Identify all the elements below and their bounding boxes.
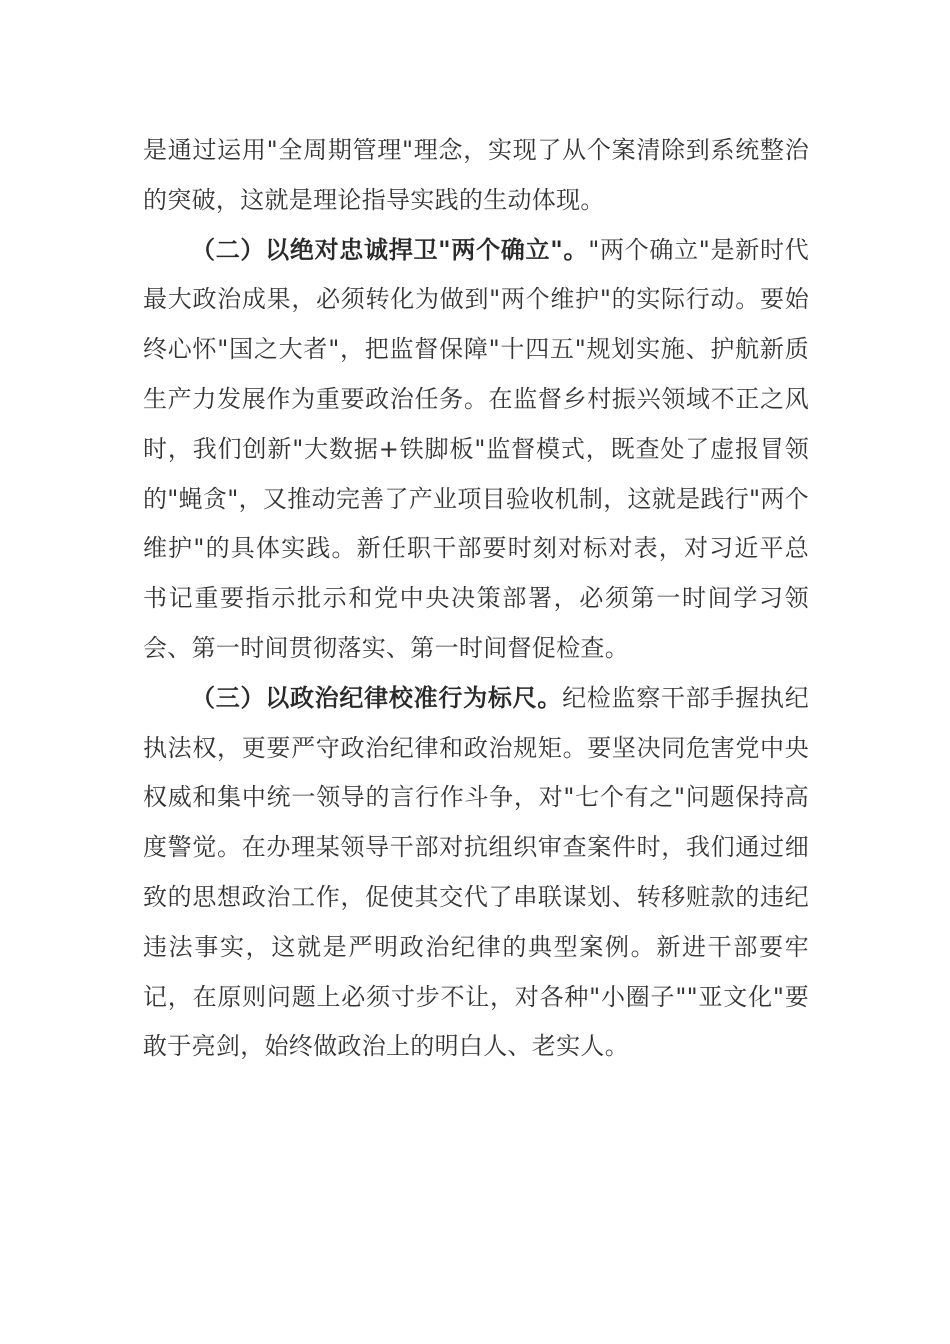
section-heading: （三）以政治纪律校准行为标尺。 (191, 683, 563, 712)
section-heading: （二）以绝对忠诚捍卫"两个确立"。 (191, 235, 589, 264)
paragraph-section-two (143, 226, 809, 674)
paragraph-section-three (143, 674, 809, 1072)
paragraph-continuation (143, 126, 809, 226)
document-body (143, 126, 809, 1072)
paragraph-text: 纪检监察干部手握执纪执法权，更要严守政治纪律和政治规矩。要坚决同危害党中央权威和集中统一领导的言行作斗争，对"七个有之"问题保持高度警觉。在办理某领导干部对抗组织审查案件时，我们通过细致的思想政治工作，促使其交代了串联谋划、转移赃款的违纪违法事实，这就是严明政治纪律的典型案例。新进干部要牢记，在原则问题上必须寸步不让，对各种"小圈子""亚文化"要敢于亮剑，始终做政治上的明白人、老实人。 (143, 683, 809, 1061)
paragraph-text: 是通过运用"全周期管理"理念，实现了从个案清除到系统整治的突破，这就是理论指导实践的生动体现。 (143, 136, 809, 214)
paragraph-text: "两个确立"是新时代最大政治成果，必须转化为做到"两个维护"的实际行动。要始终心怀"国之大者"，把监督保障"十四五"规划实施、护航新质生产力发展作为重要政治任务。在监督乡村振兴领域不正之风时，我们创新"大数据+铁脚板"监督模式，既查处了虚报冒领的"蝇贪"，又推动完善了产业项目验收机制，这就是践行"两个维护"的具体实践。新任职干部要时刻对标对表，对习近平总书记重要指示批示和党中央决策部署，必须第一时间学习领会、第一时间贯彻落实、第一时间督促检查。 (143, 235, 810, 662)
